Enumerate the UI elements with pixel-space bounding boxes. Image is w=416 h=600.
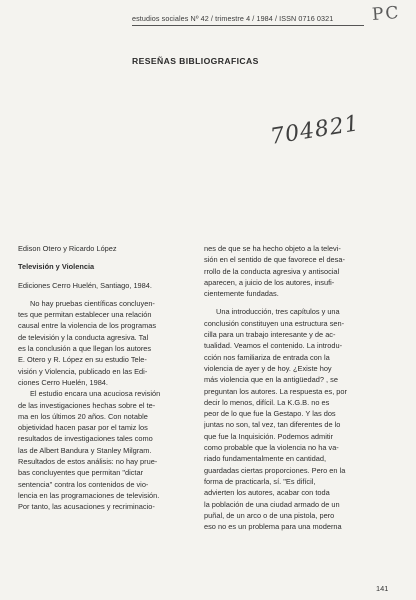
paragraph-line: juntas no son, tal vez, tan diferentes de lo — [204, 420, 341, 430]
paragraph-line: ma en los últimos 20 años. Con notable — [18, 411, 148, 421]
paragraph-line: la población de una ciudad armado de un — [204, 499, 340, 509]
paragraph-line: El estudio encara una acuciosa revisión — [30, 389, 161, 399]
paragraph-line: visión y Violencia, publicado en las Edi- — [18, 366, 148, 376]
paragraph-line: como probable que la violencia no ha va- — [204, 443, 339, 453]
paragraph-line: de las investigaciones hechas sobre el te- — [18, 400, 156, 410]
paragraph-line: decir lo menos, difícil. La K.G.B. no es — [204, 397, 330, 407]
paragraph-line: lencia en las programaciones de televisión. — [18, 490, 160, 500]
paragraph-line: E. Otero y R. López en su estudio Tele- — [18, 355, 147, 365]
book-title: Televisión y Violencia — [18, 262, 95, 272]
paragraph-line: sentencia" contra los contenidos de vio- — [18, 479, 149, 489]
catalog-stamp: 704821 — [268, 111, 362, 150]
paragraph-line: conclusión constituyen una estructura sen- — [204, 318, 345, 328]
paragraph-line: cilla para un trabajo interesante y de ac- — [204, 330, 336, 340]
paragraph-line: resultados de investigaciones tales como — [18, 434, 153, 444]
paragraph-line: las de Albert Bandura y Stanley Milgram. — [18, 445, 152, 455]
paragraph-line: cción nos familiariza de entrada con la — [204, 352, 330, 362]
paragraph-line: sión en el sentido de que favorece el desa- — [204, 255, 345, 265]
page-number: 141 — [376, 584, 389, 593]
paragraph-line: puñal, de un arco o de una pistola, pero — [204, 510, 335, 520]
right-column — [204, 243, 390, 532]
handwritten-note: PC — [371, 3, 402, 25]
paragraph-line: tes que permitan establecer una relación — [18, 310, 152, 320]
paragraph-line: riado fundamentalmente en cantidad, — [204, 454, 327, 464]
paragraph-line: bas concluyentes que permitan "dictar — [18, 468, 144, 478]
paragraph-line: tualidad. Veamos el contenido. La introdu- — [204, 341, 343, 351]
paragraph-line: nes de que se ha hecho objeto a la televi- — [204, 244, 341, 253]
paragraph-line: forma de practicarla, sí. "Es difícil, — [204, 476, 316, 486]
paragraph-line: preguntan los autores. La respuesta es, por — [204, 386, 347, 396]
paragraph-line: violencia de ayer y de hoy. ¿Existe hoy — [204, 363, 332, 373]
paragraph-line: rrollo de la conducta agresiva y antisocial — [204, 266, 340, 276]
book-publisher: Ediciones Cerro Huelén, Santiago, 1984. — [18, 280, 152, 290]
journal-header: estudios sociales Nº 42 / trimestre 4 / 1984 / ISSN 0716 0321 — [132, 14, 364, 26]
paragraph-line: más violencia que en la antigüedad? , se — [204, 375, 338, 385]
paragraph-line: cientemente fundadas. — [204, 289, 279, 299]
paragraph-line: eso no es un problema para una moderna — [204, 522, 342, 532]
paragraph-line: ciones Cerro Huelén, 1984. — [18, 377, 108, 387]
paragraph-line: No hay pruebas científicas concluyen- — [30, 298, 155, 308]
paragraph-line: Por tanto, las acusaciones y recriminacio- — [18, 502, 155, 512]
paragraph-line: es la conclusión a que llegan los autores — [18, 344, 152, 354]
paragraph-line: Resultados de estos análisis: no hay prue- — [18, 457, 158, 467]
paragraph-line: aparecen, a juicio de los autores, insufi- — [204, 277, 335, 287]
paragraph-line: guardadas ciertas proporciones. Pero en la — [204, 465, 346, 475]
paragraph-line: que fue la Inquisición. Podemos admitir — [204, 431, 333, 441]
paragraph-line: causal entre la violencia de los programas — [18, 321, 157, 331]
left-column — [18, 243, 198, 513]
paragraph-line: de televisión y la conducta agresiva. Tal — [18, 332, 149, 342]
paragraph-line: objetividad hacen pasar por el tamiz los — [18, 423, 148, 433]
section-title: RESEÑAS BIBLIOGRAFICAS — [132, 56, 259, 66]
paragraph-line: advierten los autores, acabar con toda — [204, 488, 330, 498]
paragraph-line: Una introducción, tres capítulos y una — [216, 307, 340, 317]
paragraph-line: peor de lo que fue la Gestapo. Y las dos — [204, 409, 336, 419]
book-author: Edison Otero y Ricardo López — [18, 244, 117, 253]
